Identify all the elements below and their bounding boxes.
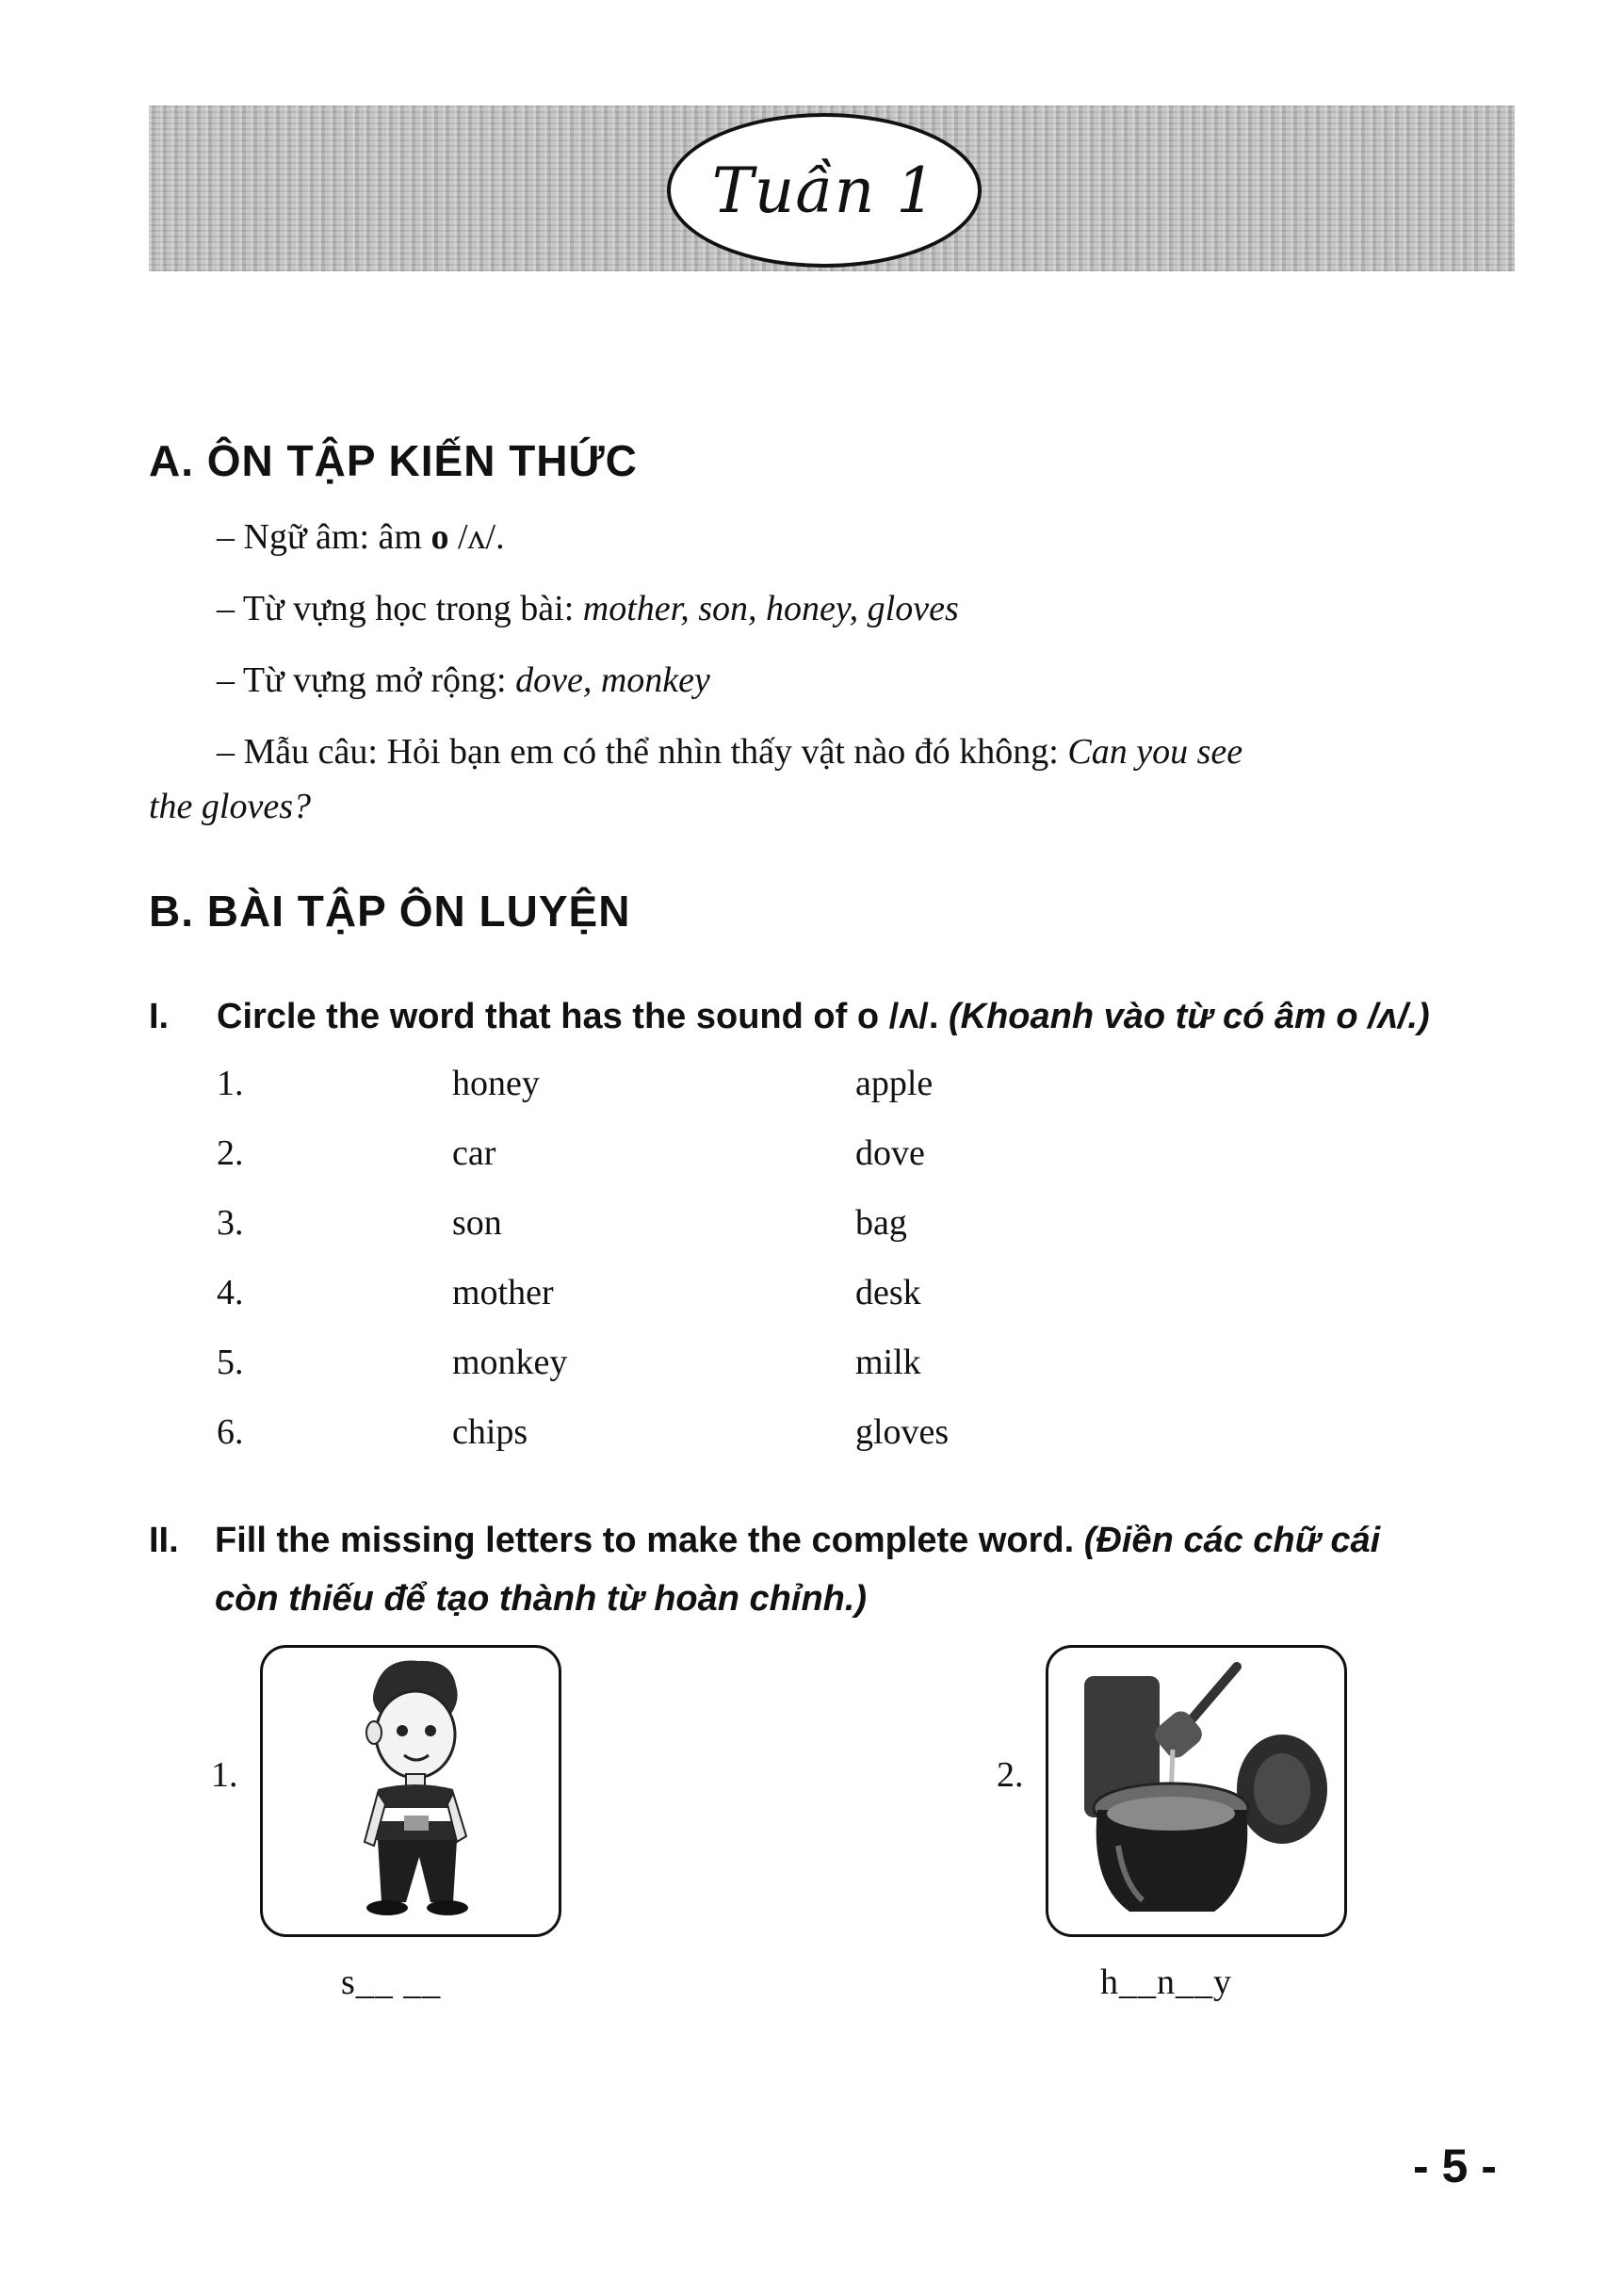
- page-number: - 5 -: [1413, 2140, 1497, 2192]
- honey-jar-illustration: [1048, 1648, 1344, 1934]
- word-choice-b[interactable]: dove: [855, 1133, 925, 1173]
- boy-picture: [260, 1645, 561, 1937]
- word-choice-a[interactable]: honey: [452, 1064, 540, 1103]
- exercise-2-number: II.: [149, 1521, 179, 1560]
- answer-blank[interactable]: h__n__y: [1100, 1962, 1232, 2002]
- exercise-2-instruction: Fill the missing letters to make the complete word. (Điền các chữ cái còn thiếu để tạo thành từ hoàn chỉnh.): [215, 1521, 1381, 1619]
- week-title: Tuần 1: [711, 154, 937, 227]
- item-number: 2.: [997, 1755, 1024, 1795]
- answer-blank[interactable]: s__ __: [341, 1962, 442, 2002]
- exercise-1-row: [0, 1063, 1624, 1119]
- word-choice-a[interactable]: monkey: [452, 1343, 568, 1382]
- word-choice-b[interactable]: milk: [855, 1343, 921, 1382]
- row-number: 4.: [217, 1273, 244, 1312]
- word-choice-a[interactable]: mother: [452, 1273, 554, 1312]
- exercise-1-instruction: Circle the word that has the sound of o /ʌ/. (Khoanh vào từ có âm o /ʌ/.): [217, 997, 1430, 1036]
- word-choice-a[interactable]: son: [452, 1203, 502, 1243]
- word-choice-a[interactable]: chips: [452, 1412, 528, 1452]
- exercise-1-row: [0, 1202, 1624, 1259]
- boy-illustration: [263, 1648, 559, 1934]
- phonics-line: – Ngữ âm: âm o /ʌ/.: [217, 517, 505, 557]
- row-number: 2.: [217, 1133, 244, 1173]
- word-choice-b[interactable]: apple: [855, 1064, 934, 1103]
- word-choice-b[interactable]: bag: [855, 1203, 907, 1243]
- item-number: 1.: [211, 1755, 238, 1795]
- word-choice-b[interactable]: gloves: [855, 1412, 950, 1452]
- row-number: 6.: [217, 1412, 244, 1452]
- row-number: 3.: [217, 1203, 244, 1243]
- section-a-heading: A. ÔN TẬP KIẾN THỨC: [149, 436, 638, 485]
- section-b-heading: B. BÀI TẬP ÔN LUYỆN: [149, 887, 631, 936]
- exercise-1-row: [0, 1132, 1624, 1189]
- row-number: 5.: [217, 1343, 244, 1382]
- exercise-1-row: [0, 1272, 1624, 1328]
- week-title-oval: [667, 113, 982, 268]
- sentence-pattern-line: – Mẫu câu: Hỏi bạn em có thể nhìn thấy vật nào đó không: Can you see: [217, 732, 1243, 772]
- row-number: 1.: [217, 1064, 244, 1103]
- word-choice-a[interactable]: car: [452, 1133, 496, 1173]
- exercise-1-row: [0, 1411, 1624, 1468]
- vocab-learned-line: – Từ vựng học trong bài: mother, son, honey, gloves: [217, 589, 959, 628]
- exercise-1-number: I.: [149, 997, 170, 1036]
- exercise-1-row: [0, 1342, 1624, 1398]
- honey-jar-picture: [1046, 1645, 1347, 1937]
- word-choice-b[interactable]: desk: [855, 1273, 921, 1312]
- sentence-pattern-cont: the gloves?: [149, 787, 312, 826]
- vocab-extended-line: – Từ vựng mở rộng: dove, monkey: [217, 660, 710, 700]
